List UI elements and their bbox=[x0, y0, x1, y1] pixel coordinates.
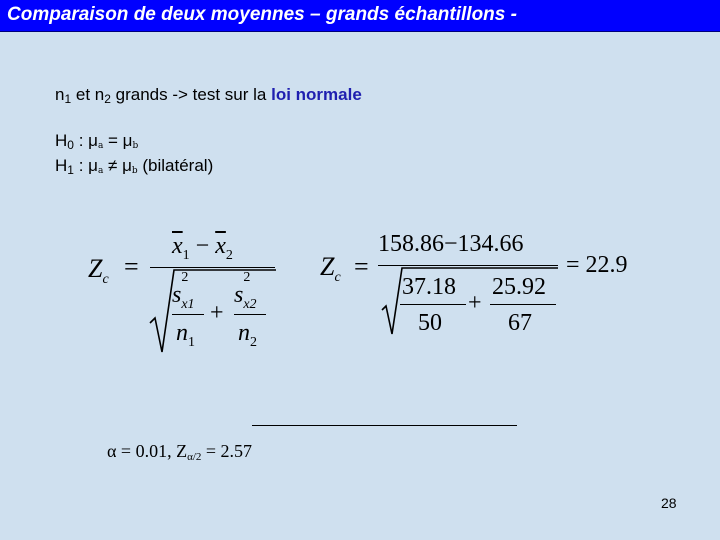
alpha-part: α = 0.01, Z bbox=[107, 441, 188, 461]
h1-a: a bbox=[97, 166, 104, 176]
s1-sup: 2 bbox=[181, 270, 189, 285]
intro-rest: grands -> test sur la bbox=[110, 85, 272, 104]
h0-body: : μ bbox=[73, 131, 98, 150]
h1-body: : μ bbox=[73, 156, 98, 175]
loi-normale-highlight: loi normale bbox=[271, 85, 362, 104]
zc-sub: c bbox=[102, 272, 109, 288]
et-text: et bbox=[71, 85, 95, 104]
h0-a: a bbox=[97, 141, 104, 151]
result-value: = 22.9 bbox=[566, 252, 628, 278]
page-number: 28 bbox=[661, 495, 677, 511]
minus-sign: − bbox=[195, 233, 210, 259]
h1-neq: ≠ μ bbox=[103, 156, 132, 175]
s2-fraction-bar bbox=[234, 314, 266, 315]
x2-sub: 2 bbox=[225, 247, 233, 263]
plus-sign-general: + bbox=[210, 300, 224, 326]
s1-fraction-bar bbox=[172, 314, 204, 315]
x1-bar: $\overline{x}$ bbox=[172, 233, 183, 259]
h1-letter: H bbox=[55, 156, 68, 175]
h0-letter: H bbox=[55, 131, 68, 150]
hypothesis-h1 bbox=[55, 156, 213, 177]
n1-letter: n bbox=[55, 85, 65, 104]
h1-b: b bbox=[131, 166, 138, 176]
h0-b: b bbox=[132, 141, 139, 151]
alpha-value: = 2.57 bbox=[201, 441, 253, 461]
h0-eq: = μ bbox=[103, 131, 133, 150]
term2-fraction-bar bbox=[490, 304, 556, 305]
s2-sup: 2 bbox=[243, 270, 251, 285]
n2-letter-formula: n bbox=[238, 320, 250, 346]
numerator-numeric: 158.86−134.66 bbox=[378, 231, 524, 257]
zc-symbol bbox=[88, 254, 109, 288]
n2-term bbox=[238, 320, 257, 351]
numerator-general bbox=[172, 233, 233, 264]
alpha-sub: α/2 bbox=[187, 451, 202, 463]
n2-sub: 2 bbox=[104, 92, 111, 106]
slide-title: Comparaison de deux moyennes – grands échantillons - bbox=[7, 4, 517, 25]
zc-sub-numeric: c bbox=[334, 270, 341, 286]
term1-denominator: 50 bbox=[418, 310, 442, 336]
title-bar bbox=[0, 0, 720, 32]
equals-sign-general: = bbox=[124, 252, 139, 281]
term1-fraction-bar bbox=[400, 304, 466, 305]
n1-term bbox=[176, 320, 195, 351]
hypothesis-h0 bbox=[55, 131, 138, 152]
zc-z-numeric: Z bbox=[320, 252, 335, 281]
s1-sub: x1 bbox=[181, 297, 195, 312]
n2-sub-formula: 2 bbox=[250, 334, 257, 350]
equals-sign-numeric: = bbox=[354, 252, 369, 281]
s2-term bbox=[234, 270, 257, 312]
zc-z: Z bbox=[88, 254, 103, 283]
term2-denominator: 67 bbox=[508, 310, 532, 336]
term1-numerator: 37.18 bbox=[402, 274, 456, 300]
alpha-line bbox=[107, 441, 252, 463]
h0-sub: 0 bbox=[67, 138, 74, 152]
zc-symbol-numeric bbox=[320, 252, 341, 286]
n1-sub-formula: 1 bbox=[188, 334, 195, 350]
h1-sub: 1 bbox=[67, 163, 74, 177]
s2-letter: s bbox=[234, 282, 244, 308]
term2-numerator: 25.92 bbox=[492, 274, 546, 300]
intro-line bbox=[55, 85, 362, 106]
s2-sub: x2 bbox=[243, 297, 257, 312]
x1-sub: 1 bbox=[182, 247, 190, 263]
s1-term bbox=[172, 270, 195, 312]
n1-letter-formula: n bbox=[176, 320, 188, 346]
x2-bar: $\overline{x}$ bbox=[215, 233, 226, 259]
divider-line bbox=[252, 425, 517, 426]
s1-letter: s bbox=[172, 282, 182, 308]
h1-note: (bilatéral) bbox=[137, 156, 214, 175]
plus-sign-numeric: + bbox=[468, 290, 482, 316]
n1-sub: 1 bbox=[64, 92, 72, 106]
n2-letter: n bbox=[94, 85, 105, 104]
